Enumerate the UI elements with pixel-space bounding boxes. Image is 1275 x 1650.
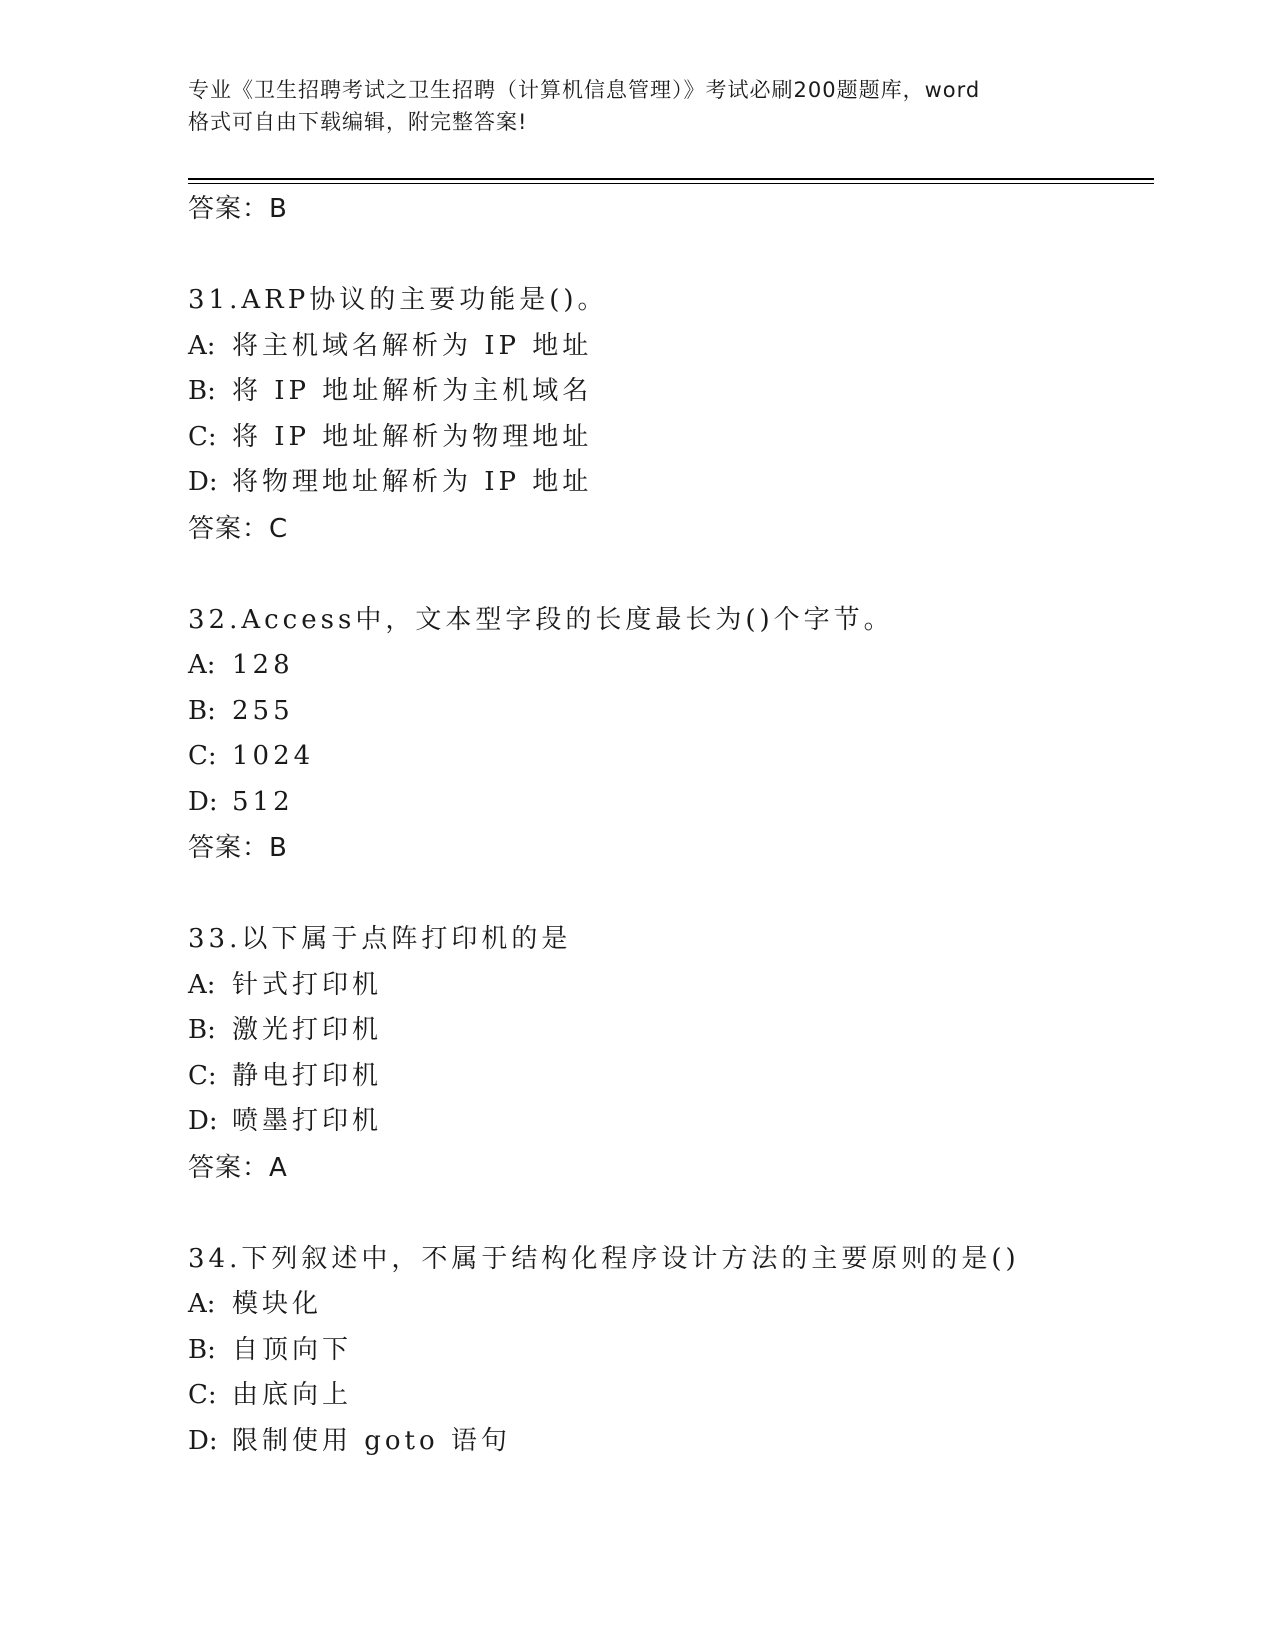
option-letter: B: [188,1334,216,1365]
question-text: 32.Access中，文本型字段的长度最长为()个字节。 [188,604,894,635]
question-33 [188,917,1154,1191]
option-text: 将物理地址解析为 IP 地址 [232,467,593,497]
option-letter: C: [188,1380,217,1410]
option-text: 喷墨打印机 [232,1106,383,1136]
option-letter: C: [188,741,217,771]
option-text: 将 IP 地址解析为主机域名 [232,376,593,406]
question-text: 33.以下属于点阵打印机的是 [188,924,572,954]
option-text: 将主机域名解析为 IP 地址 [232,330,593,361]
option-text: 静电打印机 [232,1060,383,1091]
question-list [188,186,1154,1464]
option-letter: B: [188,376,216,406]
question-31 [188,278,1154,552]
option-b [188,689,1154,735]
header-title-line-1: 专业《卫生招聘考试之卫生招聘（计算机信息管理）》考试必刷200题题库，word [188,78,981,102]
document-header [188,74,1088,138]
option-letter: A: [188,650,216,680]
option-a [188,963,1154,1009]
option-letter: A: [188,969,216,1000]
answer-line: 答案：B [188,194,288,224]
option-letter: B: [188,1015,216,1045]
option-text: 255 [232,695,294,726]
option-text: 限制使用 goto 语句 [232,1425,511,1456]
option-letter: D: [188,467,218,497]
option-b [188,1008,1154,1054]
option-d [188,780,1154,826]
question-32 [188,598,1154,872]
option-a [188,1282,1154,1328]
question-text: 31.ARP协议的主要功能是()。 [188,285,608,315]
answer-line: 答案：B [188,833,288,863]
option-c [188,1373,1154,1419]
option-c [188,415,1154,461]
option-letter: C: [188,1060,217,1091]
question-text: 34.下列叙述中，不属于结构化程序设计方法的主要原则的是() [188,1243,1020,1274]
option-text: 模块化 [232,1289,323,1319]
option-d [188,1419,1154,1465]
question-34 [188,1237,1154,1465]
option-letter: C: [188,421,217,452]
answer-block-30 [188,186,1154,232]
option-b [188,369,1154,415]
header-divider-thin [188,183,1154,184]
option-text: 512 [232,786,294,817]
option-text: 激光打印机 [232,1015,383,1045]
option-text: 自顶向下 [232,1334,353,1365]
option-text: 由底向上 [232,1380,353,1410]
option-letter: B: [188,695,216,726]
option-letter: D: [188,786,218,817]
option-b [188,1328,1154,1374]
option-text: 将 IP 地址解析为物理地址 [232,421,593,452]
answer-line: 答案：C [188,513,289,544]
option-d [188,1099,1154,1145]
option-letter: A: [188,330,216,361]
option-text: 1024 [232,741,315,771]
option-text: 128 [232,650,294,680]
option-letter: A: [188,1289,216,1319]
option-a [188,643,1154,689]
option-c [188,1054,1154,1100]
answer-line: 答案：A [188,1152,288,1183]
option-a [188,324,1154,370]
option-c [188,734,1154,780]
option-letter: D: [188,1106,218,1136]
option-letter: D: [188,1425,218,1456]
header-title-line-2: 格式可自由下载编辑，附完整答案! [188,110,528,134]
option-d [188,460,1154,506]
header-divider [188,178,1154,180]
option-text: 针式打印机 [232,969,383,1000]
